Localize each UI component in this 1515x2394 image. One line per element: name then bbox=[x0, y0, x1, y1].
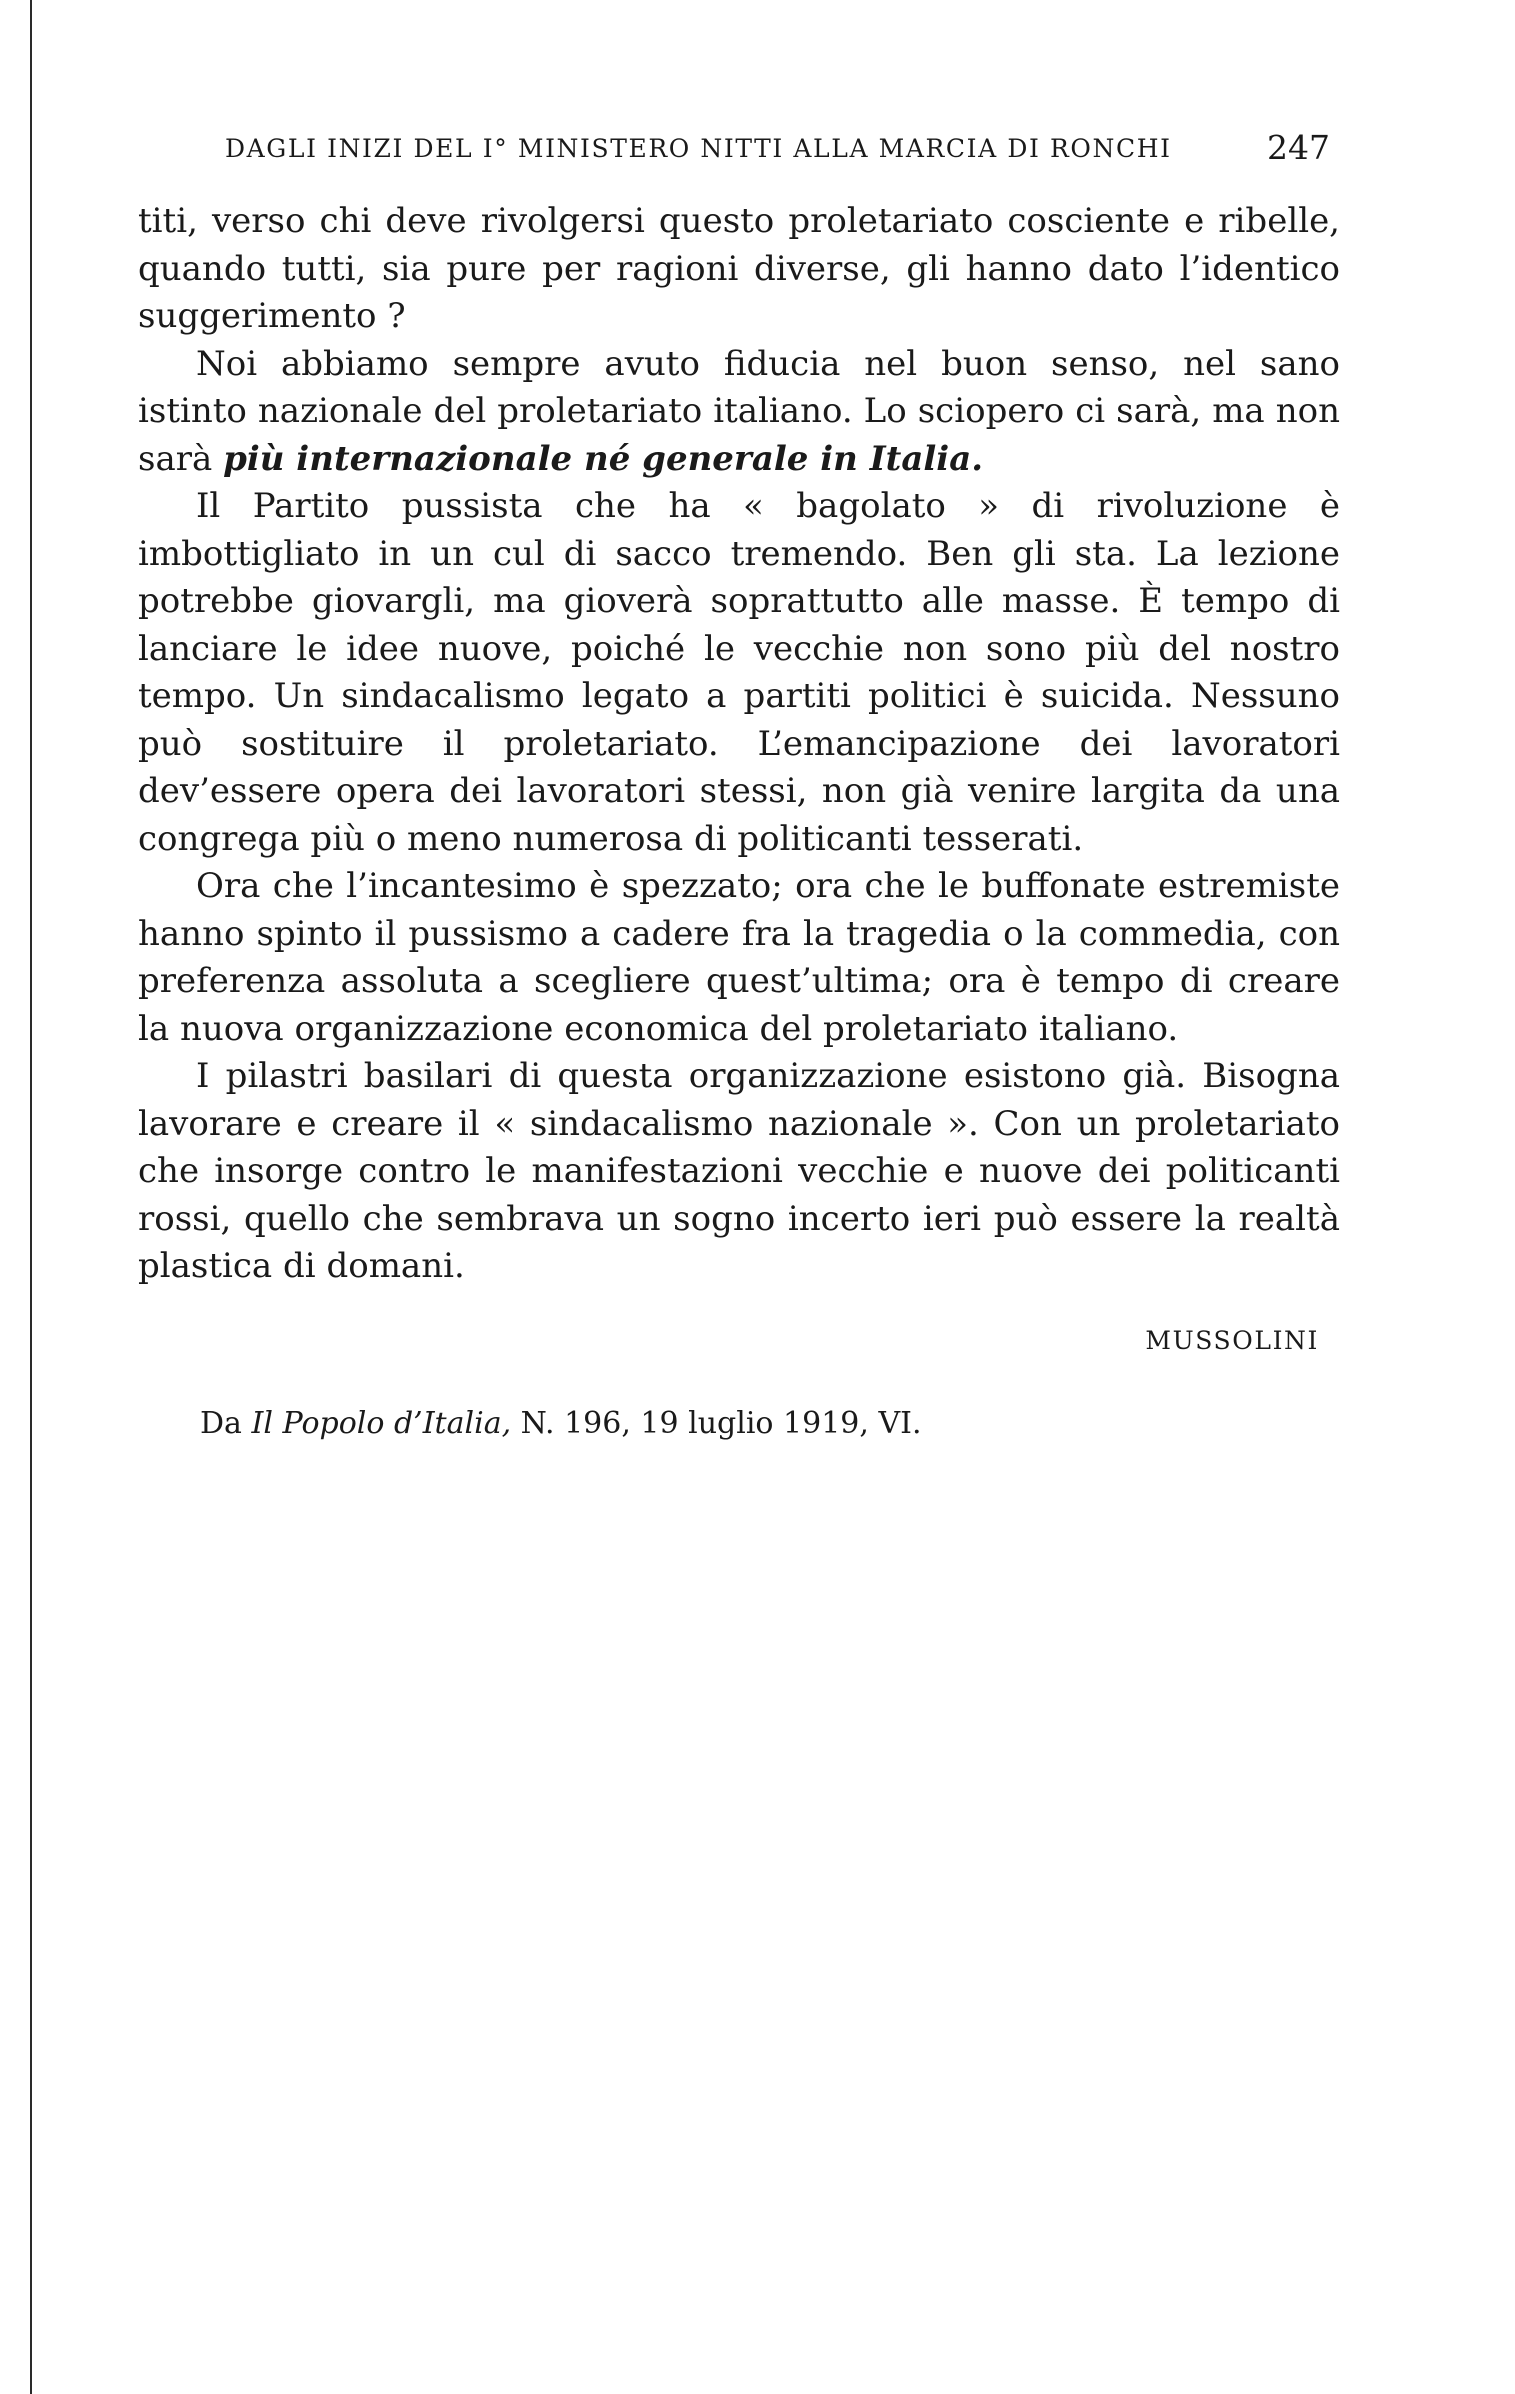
body-text bbox=[138, 198, 1340, 1291]
source-citation bbox=[200, 1406, 922, 1441]
header-title: DAGLI INIZI DEL I° MINISTERO NITTI ALLA MARCIA DI RONCHI bbox=[225, 134, 1172, 163]
source-journal: Il Popolo d’Italia, bbox=[251, 1406, 512, 1441]
paragraph-5: I pilastri basilari di questa organizzazione esistono già. Bisogna lavorare e creare il « sindacalismo nazionale ». Con un proletariato che insorge contro le manifestazioni vecchie e nuove dei politicanti rossi, quello che sembrava un sogno incerto ieri può essere la realtà plastica di domani. bbox=[138, 1056, 1340, 1286]
page-number: 247 bbox=[1267, 128, 1330, 167]
paragraph-4: Ora che l’incantesimo è spezzato; ora che le buffonate estremiste hanno spinto il pussismo a cadere fra la tragedia o la commedia, con preferenza assoluta a scegliere quest’ultima; ora è tempo di creare la nuova organizzazione economica del proletariato italiano. bbox=[138, 866, 1340, 1049]
paragraph-2-emphasis: più internazionale né generale in Italia. bbox=[223, 438, 984, 479]
paragraph-2-text: Noi abbiamo sempre avuto fiducia nel buon senso, nel sano istinto nazionale del proletariato italiano. Lo sciopero ci sarà, ma non sarà bbox=[138, 343, 1340, 479]
paragraph-1: titi, verso chi deve rivolgersi questo proletariato cosciente e ribelle, quando tutti, sia pure per ragioni diverse, gli hanno dato l’identico suggerimento ? bbox=[138, 201, 1340, 336]
source-prefix: Da bbox=[200, 1406, 242, 1441]
page-left-edge-rule bbox=[30, 0, 32, 2394]
running-header bbox=[225, 128, 1330, 172]
paragraph-2 bbox=[138, 341, 1340, 484]
source-details: N. 196, 19 luglio 1919, VI. bbox=[520, 1406, 922, 1441]
paragraph-3: Il Partito pussista che ha « bagolato » di rivoluzione è imbottigliato in un cul di sacco tremendo. Ben gli sta. La lezione potrebbe giovargli, ma gioverà soprattutto alle masse. È tempo di lanciare le idee nuove, poiché le vecchie non sono più del nostro tempo. Un sindacalismo legato a partiti politici è suicida. Nessuno può sostituire il proletariato. L’emancipazione dei lavoratori dev’essere opera dei lavoratori stessi, non già venire largita da una congrega più o meno numerosa di politicanti tesserati. bbox=[138, 486, 1340, 859]
author-signature: MUSSOLINI bbox=[1145, 1326, 1319, 1355]
